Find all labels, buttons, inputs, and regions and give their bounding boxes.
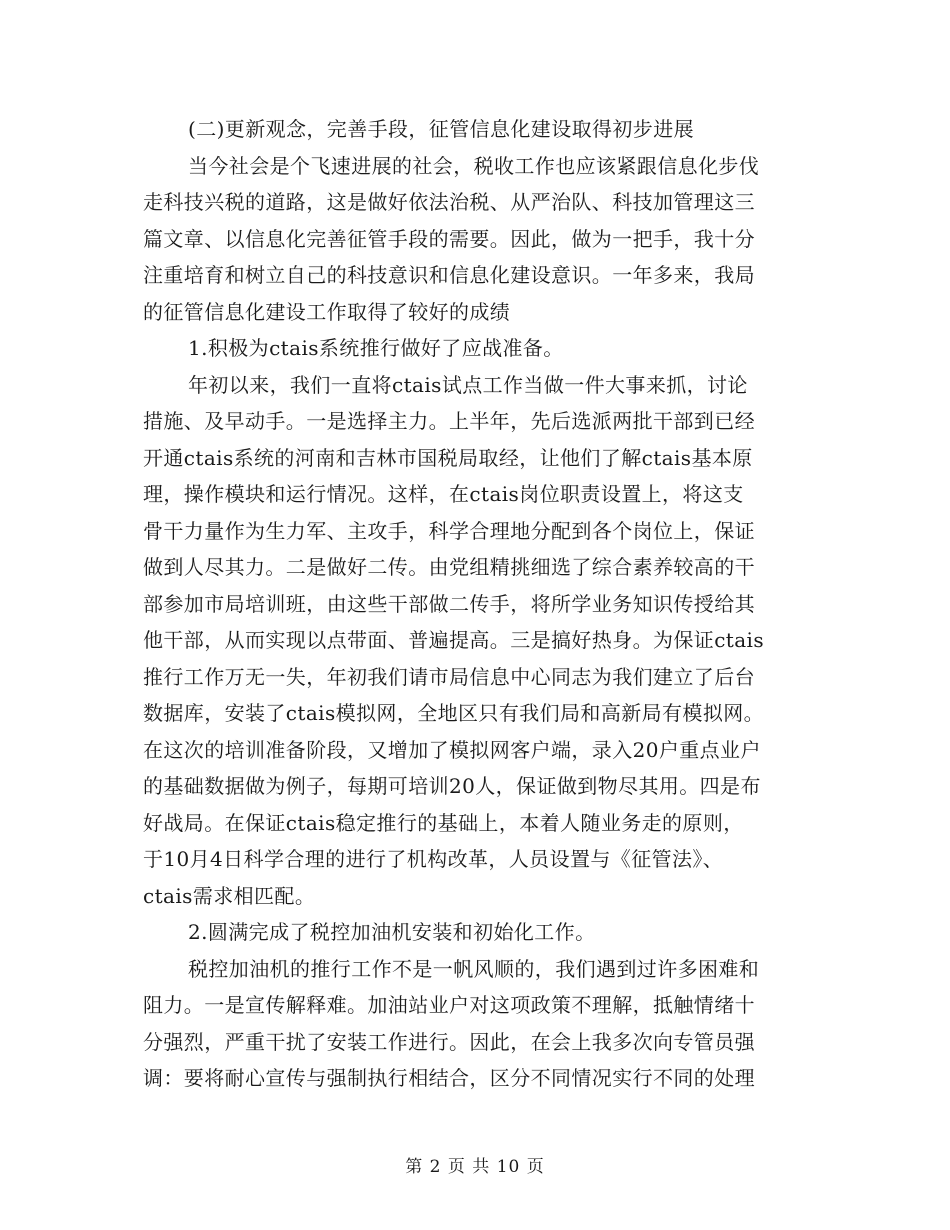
text-line: 1.积极为ctais系统推行做好了应战准备。 [188, 336, 564, 360]
text-line: 开通ctais系统的河南和吉林市国税局取经，让他们了解ctais基本原 [143, 445, 753, 470]
text-line: 注重培育和树立自己的科技意识和信息化建设意识。一年多来，我局 [143, 263, 755, 287]
text-line: 当今社会是个飞速进展的社会，税收工作也应该紧跟信息化步伐 [188, 153, 760, 178]
text-line: 税控加油机的推行工作不是一帆风顺的，我们遇到过许多困难和 [188, 956, 760, 981]
text-line: 部参加市局培训班，由这些干部做二传手，将所学业务知识传授给其 [143, 591, 755, 616]
text-line: 篇文章、以信息化完善征管手段的需要。因此，做为一把手，我十分 [143, 226, 755, 251]
text-line: 的基础数据做为例子，每期可培训20人，保证做到物尽其用。四是布 [143, 774, 761, 798]
text-line: 做到人尽其力。二是做好二传。由党组精挑细选了综合素养较高的干 [143, 555, 755, 579]
text-line: 数据库，安装了ctais模拟网，全地区只有我们局和高新局有模拟网。 [143, 701, 765, 725]
text-line: 于10月4日科学合理的进行了机构改革，人员设置与《征管法》、 [143, 847, 724, 871]
text-line: 推行工作万无一失，年初我们请市局信息中心同志为我们建立了后台 [143, 664, 755, 689]
page-number-footer: 第 2 页 共 10 页 [405, 1157, 545, 1177]
text-line: 好战局。在保证ctais稳定推行的基础上，本着人随业务走的原则， [143, 810, 744, 835]
text-line: 措施、及早动手。一是选择主力。上半年，先后选派两批干部到已经 [143, 409, 755, 433]
document-body [143, 111, 813, 1097]
text-line: 2.圆满完成了税控加油机安装和初始化工作。 [188, 920, 596, 944]
text-line: 理，操作模块和运行情况。这样，在ctais岗位职责设置上，将这支 [143, 482, 744, 506]
text-line: 分强烈，严重干扰了安装工作进行。因此，在会上我多次向专管员强 [143, 1029, 755, 1054]
text-line: 阻力。一是宣传解释难。加油站业户对这项政策不理解，抵触情绪十 [143, 993, 755, 1017]
text-line: 骨干力量作为生力军、主攻手，科学合理地分配到各个岗位上，保证 [143, 518, 755, 543]
text-line: 调：要将耐心宣传与强制执行相结合，区分不同情况实行不同的处理 [143, 1066, 755, 1090]
text-line: 年初以来，我们一直将ctais试点工作当做一件大事来抓，讨论 [188, 372, 748, 397]
text-line: 走科技兴税的道路，这是做好依法治税、从严治队、科技加管理这三 [143, 190, 755, 214]
text-line: 他干部，从而实现以点带面、普遍提高。三是搞好热身。为保证ctais [143, 628, 765, 652]
text-line: (二)更新观念，完善手段，征管信息化建设取得初步进展 [188, 117, 695, 141]
text-line: 在这次的培训准备阶段，又增加了模拟网客户端，录入20户重点业户 [143, 737, 761, 762]
text-line: 的征管信息化建设工作取得了较好的成绩 [143, 299, 511, 324]
text-line: ctais需求相匹配。 [143, 883, 316, 908]
